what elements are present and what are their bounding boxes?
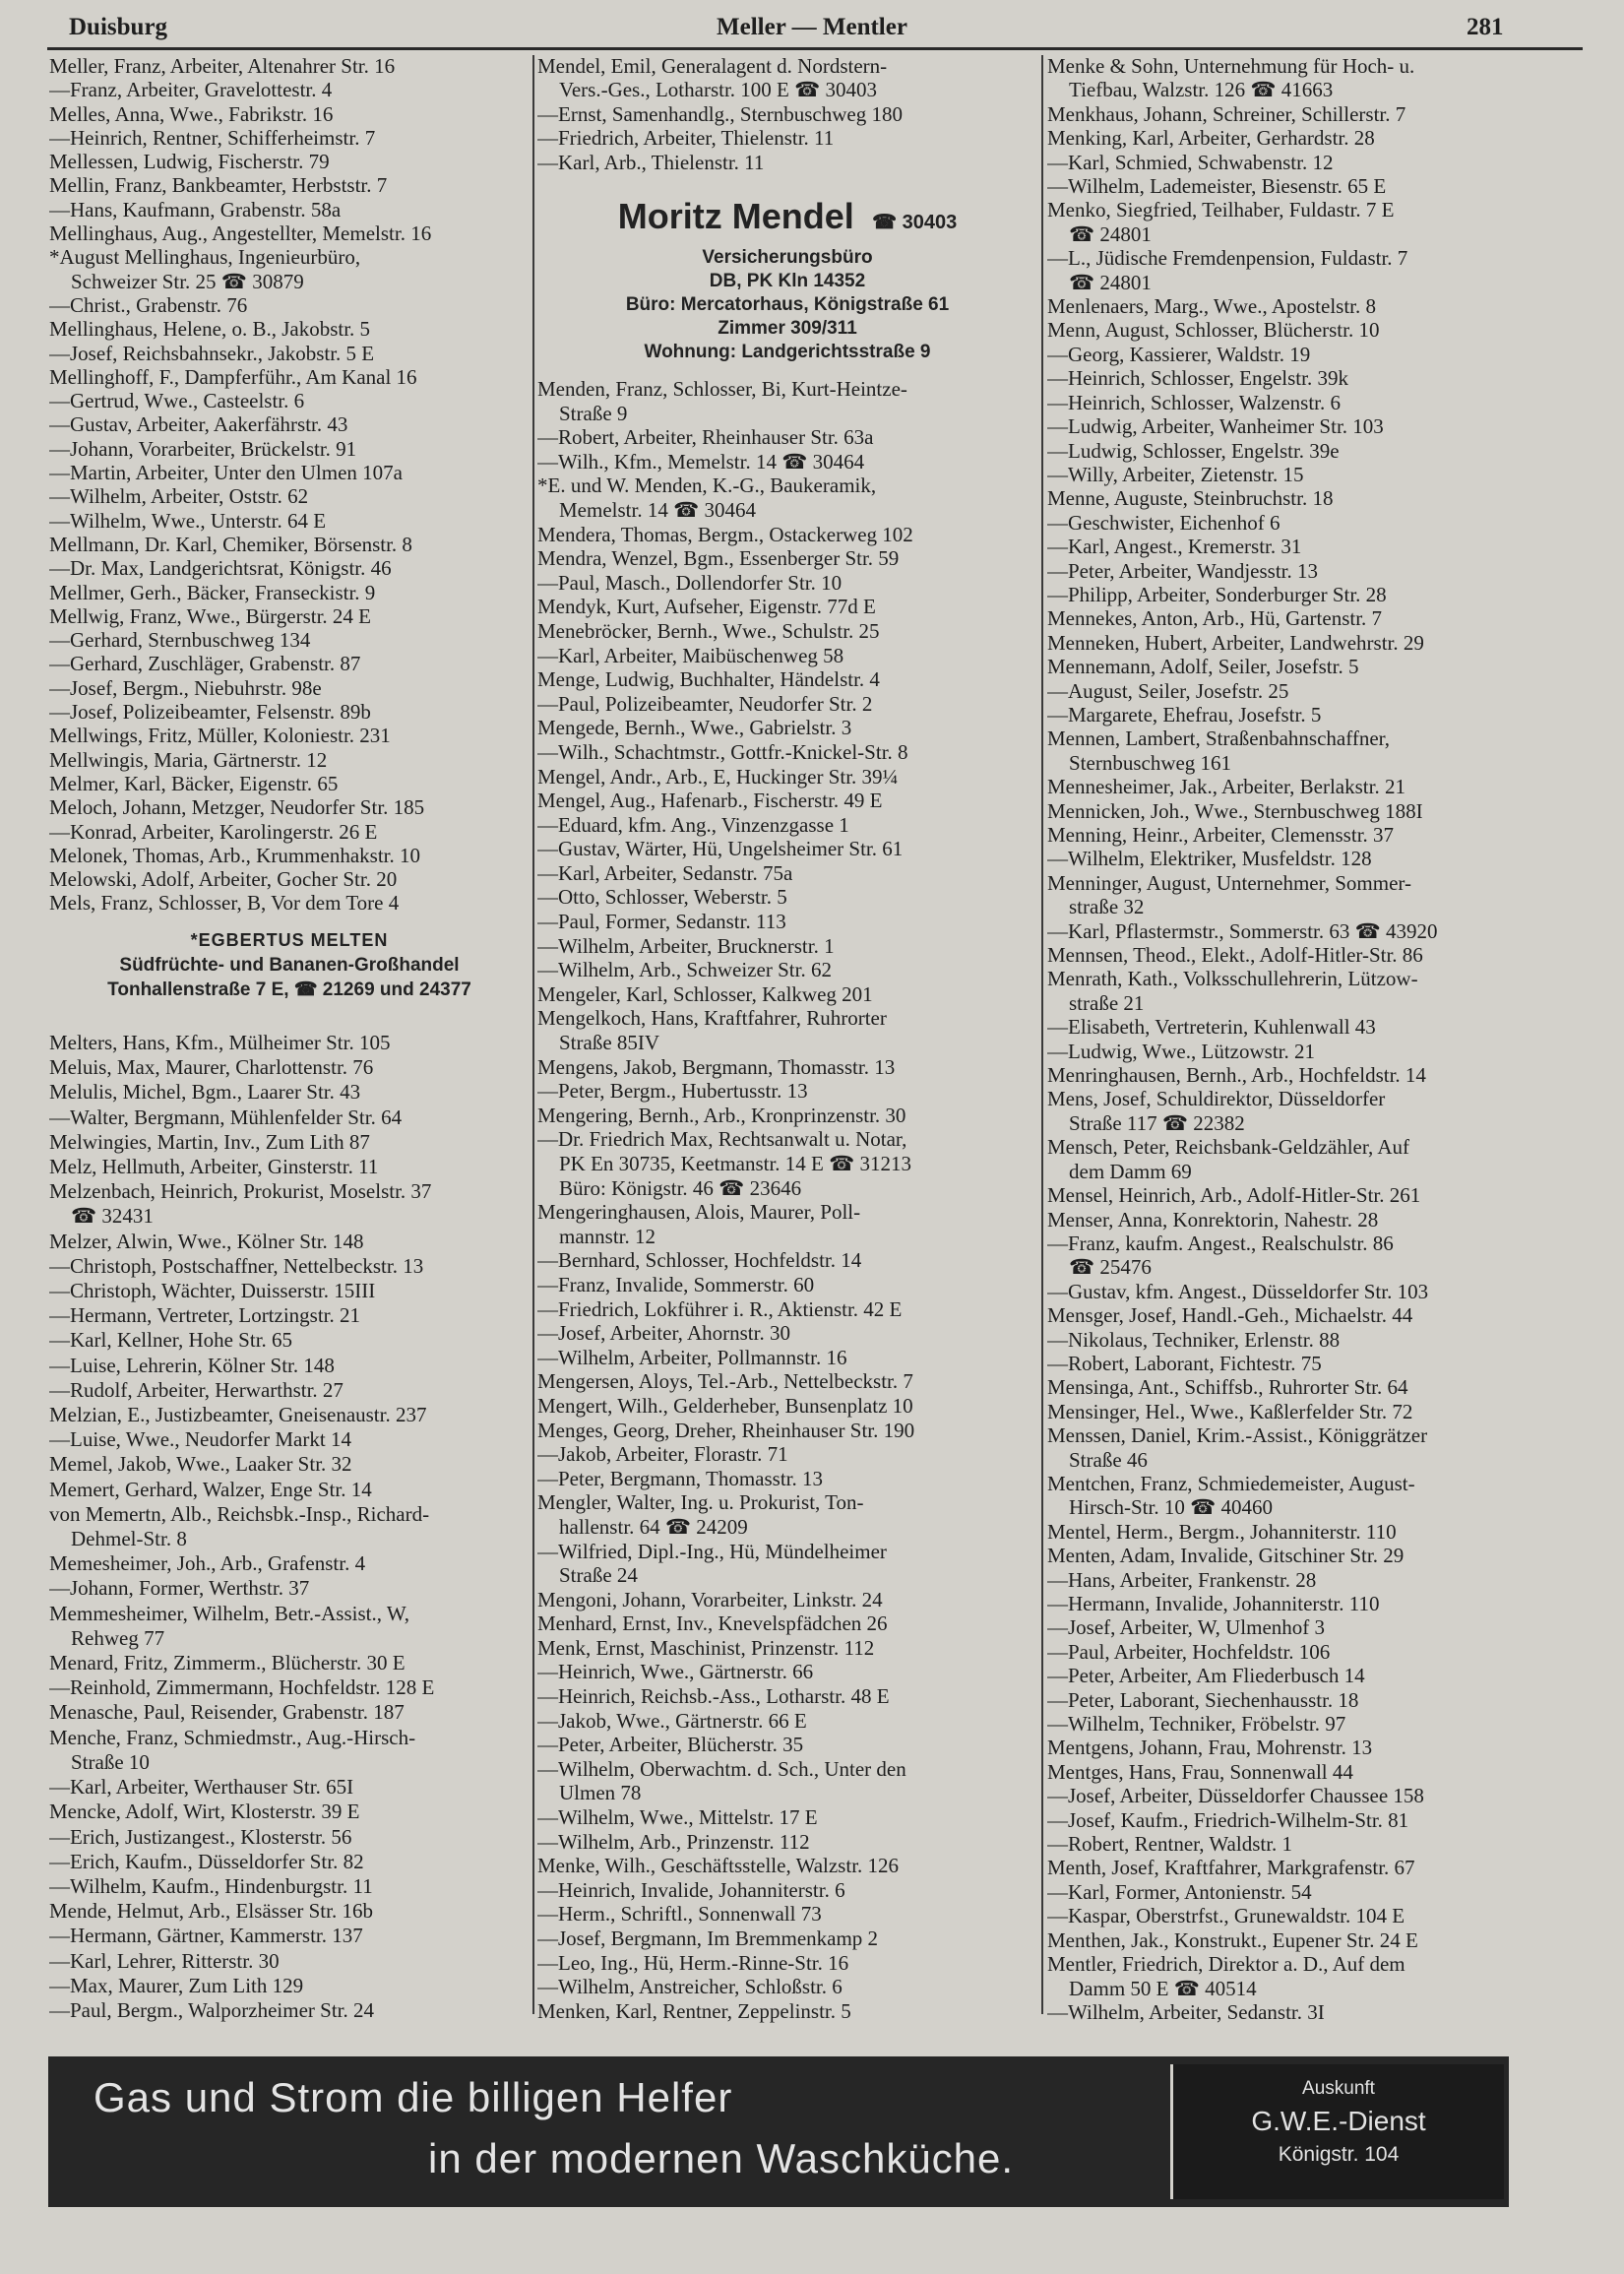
bottom-advert-banner: [48, 2056, 1509, 2207]
directory-entry: Melters, Hans, Kfm., Mülheimer Str. 105: [49, 1031, 391, 1054]
directory-entry: Mentler, Friedrich, Direktor a. D., Auf dem: [1047, 1952, 1405, 1977]
directory-entry: —Martin, Arbeiter, Unter den Ulmen 107a: [49, 461, 403, 485]
directory-entry: Mellwig, Franz, Wwe., Bürgerstr. 24 E: [49, 603, 372, 628]
directory-entry: Mendel, Emil, Generalagent d. Nordstern-: [537, 54, 888, 78]
directory-entry: Mensinga, Ant., Schiffsb., Ruhrorter Str. 64: [1047, 1375, 1408, 1400]
middle-column-entries-b: [537, 377, 1037, 2023]
directory-entry: —Willy, Arbeiter, Zietenstr. 15: [1047, 462, 1304, 486]
directory-entry: —Wilfried, Dipl.-Ing., Hü, Mündelheimer: [537, 1539, 887, 1563]
banner-slogan-line1: Gas und Strom die billigen Helfer: [94, 2074, 733, 2120]
directory-entry: —Nikolaus, Techniker, Erlenstr. 88: [1047, 1327, 1341, 1352]
entry-continuation-line: Straße 46: [1069, 1447, 1148, 1472]
directory-entry: —Gustav, kfm. Angest., Düsseldorfer Str. 103: [1047, 1279, 1429, 1303]
directory-entry: Mendyk, Kurt, Aufseher, Eigenstr. 77d E: [537, 595, 876, 619]
directory-entry: Mellinghaus, Aug., Angestellter, Memelstr. 16: [49, 221, 432, 246]
column-divider: [532, 55, 534, 2014]
directory-entry: Mennesheimer, Jak., Arbeiter, Berlakstr. 21: [1047, 775, 1405, 799]
directory-entry: Menhard, Ernst, Inv., Knevelspfädchen 26: [537, 1611, 888, 1636]
directory-entry: —Wilhelm, Techniker, Fröbelstr. 97: [1047, 1712, 1346, 1737]
directory-entry: —Rudolf, Arbeiter, Herwarthstr. 27: [49, 1377, 344, 1402]
directory-entry: Mellinghaus, Helene, o. B., Jakobstr. 5: [49, 317, 371, 342]
directory-entry: —Erich, Justizangest., Klosterstr. 56: [49, 1824, 352, 1849]
entry-continuation-line: ☎ 24801: [1069, 270, 1152, 294]
directory-entry: —Friedrich, Lokführer i. R., Aktienstr. 42 E: [537, 1296, 903, 1321]
directory-entry: Mennicken, Joh., Wwe., Sternbuschweg 188I: [1047, 798, 1423, 823]
directory-entry: —Josef, Reichsbahnsekr., Jakobstr. 5 E: [49, 341, 375, 365]
advert-line: Zimmer 309/311: [718, 318, 857, 339]
directory-entry: Menneken, Hubert, Arbeiter, Landwehrstr. 29: [1047, 630, 1424, 655]
directory-entry: von Memertn, Alb., Reichsbk.-Insp., Richard-: [49, 1501, 430, 1526]
directory-entry: Menk, Ernst, Maschinist, Prinzenstr. 112: [537, 1635, 875, 1660]
directory-entry: —Josef, Arbeiter, W, Ulmenhof 3: [1047, 1615, 1326, 1640]
directory-entry: —Peter, Bergmann, Thomasstr. 13: [537, 1466, 824, 1490]
directory-entry: —Hermann, Invalide, Johanniterstr. 110: [1047, 1592, 1380, 1615]
directory-entry: Mels, Franz, Schlosser, B, Vor dem Tore 4: [49, 891, 400, 916]
directory-entry: —Konrad, Arbeiter, Karolingerstr. 26 E: [49, 819, 378, 844]
directory-entry: —Christoph, Wächter, Duisserstr. 15III: [49, 1279, 376, 1303]
directory-entry: Mennsen, Theod., Elekt., Adolf-Hitler-Str. 86: [1047, 943, 1423, 968]
directory-entry: —Wilhelm, Arb., Schweizer Str. 62: [537, 958, 832, 982]
directory-entry: —Jakob, Wwe., Gärtnerstr. 66 E: [537, 1708, 807, 1733]
directory-entry: Meluis, Max, Maurer, Charlottenstr. 76: [49, 1055, 374, 1080]
directory-entry: Mellessen, Ludwig, Fischerstr. 79: [49, 150, 330, 174]
directory-entry: —Robert, Laborant, Fichtestr. 75: [1047, 1351, 1322, 1375]
directory-entry: Memmesheimer, Wilhelm, Betr.-Assist., W,: [49, 1601, 409, 1625]
directory-entry: Mensger, Josef, Handl.-Geh., Michaelstr. 44: [1047, 1303, 1413, 1328]
directory-entry: —Karl, Former, Antonienstr. 54: [1047, 1879, 1312, 1904]
directory-entry: Mensel, Heinrich, Arb., Adolf-Hitler-Str. 261: [1047, 1183, 1421, 1208]
entry-continuation-line: Vers.-Ges., Lotharstr. 100 E ☎ 30403: [559, 78, 878, 102]
directory-entry: *E. und W. Menden, K.-G., Baukeramik,: [537, 474, 877, 498]
directory-entry: Mellinghoff, F., Dampferführ., Am Kanal 16: [49, 364, 417, 389]
entry-continuation-line: Tiefbau, Walzstr. 126 ☎ 41663: [1069, 78, 1334, 102]
directory-entry: —Geschwister, Eichenhof 6: [1047, 510, 1280, 535]
directory-entry: Menrath, Kath., Volksschullehrerin, Lützow-: [1047, 967, 1418, 991]
banner-slogan: [48, 2056, 1166, 2207]
entry-continuation-line: straße 21: [1069, 990, 1145, 1015]
entry-continuation-line: Büro: Königstr. 46 ☎ 23646: [559, 1175, 802, 1200]
directory-entry: Menn, August, Schlosser, Blücherstr. 10: [1047, 318, 1380, 343]
directory-entry: —August, Seiler, Josefstr. 25: [1047, 678, 1289, 703]
directory-entry: Menebröcker, Bernh., Wwe., Schulstr. 25: [537, 618, 880, 643]
directory-entry: —Wilhelm, Arbeiter, Pollmannstr. 16: [537, 1345, 847, 1369]
directory-entry: —Hans, Arbeiter, Frankenstr. 28: [1047, 1567, 1317, 1592]
directory-entry: Mengler, Walter, Ing. u. Prokurist, Ton-: [537, 1490, 864, 1515]
directory-entry: Menth, Josef, Kraftfahrer, Markgrafenstr. 67: [1047, 1856, 1415, 1880]
entry-continuation-line: Straße 85IV: [559, 1031, 660, 1055]
directory-entry: Mentges, Hans, Frau, Sonnenwall 44: [1047, 1759, 1353, 1784]
directory-entry: —Gustav, Wärter, Hü, Ungelsheimer Str. 61: [537, 837, 904, 861]
directory-entry: —Bernhard, Schlosser, Hochfeldstr. 14: [537, 1248, 862, 1273]
advert-line: Tonhallenstraße 7 E, ☎ 21269 und 24377: [107, 979, 471, 1000]
directory-entry: Mengoni, Johann, Vorarbeiter, Linkstr. 24: [537, 1587, 883, 1611]
directory-entry: —Heinrich, Reichsb.-Ass., Lotharstr. 48 E: [537, 1684, 890, 1709]
directory-entry: Mentchen, Franz, Schmiedemeister, August-: [1047, 1471, 1415, 1495]
directory-entry: Menden, Franz, Schlosser, Bi, Kurt-Heintze-: [537, 377, 907, 401]
directory-entry: Memert, Gerhard, Walzer, Enge Str. 14: [49, 1477, 372, 1501]
directory-entry: —Max, Maurer, Zum Lith 129: [49, 1973, 304, 1997]
directory-entry: —Franz, Arbeiter, Gravelottestr. 4: [49, 78, 333, 102]
header-rule: [47, 47, 1583, 50]
directory-entry: Mendra, Wenzel, Bgm., Essenberger Str. 59: [537, 546, 900, 571]
directory-entry: —Philipp, Arbeiter, Sonderburger Str. 28: [1047, 582, 1387, 606]
directory-entry: —Luise, Wwe., Neudorfer Markt 14: [49, 1427, 351, 1452]
directory-entry: Menges, Georg, Dreher, Rheinhauser Str. 190: [537, 1418, 915, 1442]
entry-continuation-line: Hirsch-Str. 10 ☎ 40460: [1069, 1495, 1273, 1520]
directory-entry: —Heinrich, Invalide, Johanniterstr. 6: [537, 1877, 845, 1902]
directory-entry: Menning, Heinr., Arbeiter, Clemensstr. 37: [1047, 823, 1395, 847]
directory-entry: —Paul, Former, Sedanstr. 113: [537, 910, 786, 934]
header-page-number: 281: [1467, 14, 1504, 40]
directory-entry: Mencke, Adolf, Wirt, Klosterstr. 39 E: [49, 1800, 360, 1824]
directory-entry: —Johann, Vorarbeiter, Brückelstr. 91: [49, 436, 357, 461]
directory-entry: —Wilhelm, Lademeister, Biesenstr. 65 E: [1047, 174, 1387, 199]
advert-name: *EGBERTUS MELTEN: [190, 930, 389, 950]
directory-entry: Mengel, Aug., Hafenarb., Fischerstr. 49 E: [537, 789, 883, 813]
directory-entry: Mennen, Lambert, Straßenbahnschaffner,: [1047, 726, 1391, 751]
directory-entry: —Paul, Polizeibeamter, Neudorfer Str. 2: [537, 691, 873, 716]
directory-entry: Mentgens, Johann, Frau, Mohrenstr. 13: [1047, 1736, 1373, 1760]
entry-continuation-line: ☎ 25476: [1069, 1255, 1152, 1280]
directory-entry: —Gertrud, Wwe., Casteelstr. 6: [49, 389, 305, 413]
directory-entry: —L., Jüdische Fremdenpension, Fuldastr. 7: [1047, 246, 1408, 271]
directory-entry: —Wilhelm, Arbeiter, Sedanstr. 3I: [1047, 1999, 1325, 2024]
directory-entry: —Friedrich, Arbeiter, Thielenstr. 11: [537, 126, 835, 151]
directory-entry: Menninger, August, Unternehmer, Sommer-: [1047, 870, 1411, 895]
directory-entry: —Walter, Bergmann, Mühlenfelder Str. 64: [49, 1105, 403, 1129]
directory-entry: Menken, Karl, Rentner, Zeppelinstr. 5: [537, 1998, 851, 2023]
directory-entry: —Heinrich, Schlosser, Walzenstr. 6: [1047, 390, 1342, 414]
directory-entry: Mensch, Peter, Reichsbank-Geldzähler, Auf: [1047, 1135, 1410, 1160]
directory-entry: Mengel, Andr., Arb., E, Huckinger Str. 39¼: [537, 764, 899, 789]
directory-entry: Menssen, Daniel, Krim.-Assist., Königgrätzer: [1047, 1423, 1428, 1448]
banner-info-box: [1170, 2064, 1504, 2199]
directory-entry: —Peter, Arbeiter, Wandjesstr. 13: [1047, 558, 1319, 583]
directory-entry: Mentel, Herm., Bergm., Johanniterstr. 110: [1047, 1519, 1397, 1544]
directory-entry: —Gerhard, Sternbuschweg 134: [49, 628, 311, 653]
directory-entry: —Margarete, Ehefrau, Josefstr. 5: [1047, 702, 1322, 726]
directory-entry: —Wilhelm, Wwe., Mittelstr. 17 E: [537, 1805, 818, 1830]
directory-entry: Menne, Auguste, Steinbruchstr. 18: [1047, 486, 1334, 511]
left-column-entries-b: [49, 1031, 530, 2023]
advert-phone: ☎ 30403: [872, 212, 958, 233]
directory-entry: —Josef, Bergm., Niebuhrstr. 98e: [49, 675, 322, 700]
directory-entry: —Josef, Bergmann, Im Bremmenkamp 2: [537, 1927, 879, 1950]
directory-entry: Menard, Fritz, Zimmerm., Blücherstr. 30 E: [49, 1651, 406, 1675]
entry-continuation-line: mannstr. 12: [559, 1224, 656, 1248]
directory-entry: Menthen, Jak., Konstrukt., Eupener Str. 24 E: [1047, 1927, 1418, 1952]
directory-entry: —Jakob, Arbeiter, Florastr. 71: [537, 1442, 788, 1467]
directory-entry: Melulis, Michel, Bgm., Laarer Str. 43: [49, 1080, 361, 1105]
advert-name: Moritz Mendel: [617, 196, 854, 236]
directory-entry: —Josef, Arbeiter, Düsseldorfer Chaussee 158: [1047, 1784, 1424, 1808]
directory-entry: Mellwings, Fritz, Müller, Koloniestr. 231: [49, 724, 391, 748]
directory-entry: Meller, Franz, Arbeiter, Altenahrer Str. 16: [49, 54, 396, 78]
directory-entry: —Karl, Arbeiter, Maibüschenweg 58: [537, 643, 844, 667]
directory-entry: —Paul, Masch., Dollendorfer Str. 10: [537, 570, 843, 595]
directory-entry: —Karl, Angest., Kremerstr. 31: [1047, 535, 1302, 559]
directory-entry: Mengens, Jakob, Bergmann, Thomasstr. 13: [537, 1054, 896, 1079]
directory-entry: Mellmer, Gerh., Bäcker, Franseckistr. 9: [49, 580, 376, 604]
directory-entry: —Elisabeth, Vertreterin, Kuhlenwall 43: [1047, 1015, 1376, 1040]
advert-moritz-mendel: [537, 195, 1037, 364]
entry-continuation-line: ☎ 32431: [71, 1204, 154, 1229]
header-city: Duisburg: [69, 14, 168, 40]
directory-entry: —Hermann, Gärtner, Kammerstr. 137: [49, 1924, 363, 1948]
directory-entry: —Wilhelm, Arb., Prinzenstr. 112: [537, 1829, 810, 1854]
directory-entry: Melonek, Thomas, Arb., Krummenhakstr. 10: [49, 843, 420, 867]
directory-entry: Menasche, Paul, Reisender, Grabenstr. 187: [49, 1700, 405, 1725]
entry-continuation-line: PK En 30735, Keetmanstr. 14 E ☎ 31213: [559, 1152, 912, 1175]
directory-entry: —Dr. Friedrich Max, Rechtsanwalt u. Notar,: [537, 1127, 907, 1152]
directory-entry: —Wilh., Schachtmstr., Gottfr.-Knickel-Str. 8: [537, 739, 908, 764]
directory-entry: —Wilh., Kfm., Memelstr. 14 ☎ 30464: [537, 449, 865, 474]
directory-entry: —Hans, Kaufmann, Grabenstr. 58a: [49, 197, 342, 221]
directory-entry: Mengert, Wilh., Gelderheber, Bunsenplatz 10: [537, 1393, 913, 1418]
advert-line: DB, PK Kln 14352: [709, 271, 866, 291]
entry-continuation-line: hallenstr. 64 ☎ 24209: [559, 1514, 748, 1539]
directory-entry: —Robert, Arbeiter, Rheinhauser Str. 63a: [537, 425, 874, 450]
directory-entry: Menge, Ludwig, Buchhalter, Händelstr. 4: [537, 667, 880, 692]
directory-entry: Mengeler, Karl, Schlosser, Kalkweg 201: [537, 981, 873, 1006]
directory-entry: —Wilhelm, Anstreicher, Schloßstr. 6: [537, 1975, 843, 1999]
header-range: Meller — Mentler: [717, 14, 907, 40]
directory-entry: —Heinrich, Wwe., Gärtnerstr. 66: [537, 1660, 814, 1684]
directory-entry: —Josef, Arbeiter, Ahornstr. 30: [537, 1321, 790, 1346]
directory-entry: Melmer, Karl, Bäcker, Eigenstr. 65: [49, 771, 339, 795]
directory-entry: —Wilhelm, Arbeiter, Oststr. 62: [49, 484, 309, 509]
directory-entry: —Dr. Max, Landgerichtsrat, Königstr. 46: [49, 556, 392, 581]
directory-entry: —Franz, Invalide, Sommerstr. 60: [537, 1272, 815, 1296]
directory-entry: —Karl, Arbeiter, Sedanstr. 75a: [537, 860, 793, 885]
banner-info-name: G.W.E.-Dienst: [1251, 2106, 1426, 2136]
directory-entry: —Karl, Schmied, Schwabenstr. 12: [1047, 150, 1334, 174]
directory-entry: —Wilhelm, Elektriker, Musfeldstr. 128: [1047, 847, 1372, 871]
directory-entry: —Wilhelm, Arbeiter, Brucknerstr. 1: [537, 933, 835, 958]
directory-entry: Menringhausen, Bernh., Arb., Hochfeldstr. 14: [1047, 1063, 1426, 1088]
directory-entry: Mende, Helmut, Arb., Elsässer Str. 16b: [49, 1899, 373, 1924]
entry-continuation-line: Straße 10: [71, 1749, 150, 1774]
directory-entry: Mellwingis, Maria, Gärtnerstr. 12: [49, 747, 328, 772]
directory-entry: Mensinger, Hel., Wwe., Kaßlerfelder Str. 72: [1047, 1399, 1413, 1423]
directory-entry: Menke & Sohn, Unternehmung für Hoch- u.: [1047, 54, 1415, 78]
directory-entry: —Franz, kaufm. Angest., Realschulstr. 86: [1047, 1231, 1394, 1255]
advert-line: Büro: Mercatorhaus, Königstraße 61: [625, 294, 950, 315]
advert-line: Südfrüchte- und Bananen-Großhandel: [119, 955, 460, 976]
directory-entry: —Paul, Arbeiter, Hochfeldstr. 106: [1047, 1639, 1331, 1664]
directory-entry: Mennekes, Anton, Arb., Hü, Gartenstr. 7: [1047, 606, 1383, 631]
right-column-entries: [1047, 54, 1581, 2024]
entry-continuation-line: Rehweg 77: [71, 1625, 165, 1650]
directory-entry: Meloch, Johann, Metzger, Neudorfer Str. 185: [49, 795, 425, 820]
directory-entry: —Hermann, Vertreter, Lortzingstr. 21: [49, 1303, 361, 1328]
directory-entry: —Ludwig, Wwe., Lützowstr. 21: [1047, 1039, 1315, 1063]
directory-entry: Menser, Anna, Konrektorin, Nahestr. 28: [1047, 1207, 1379, 1232]
directory-entry: —Luise, Lehrerin, Kölner Str. 148: [49, 1353, 335, 1377]
directory-entry: Mengede, Bernh., Wwe., Gabrielstr. 3: [537, 716, 852, 740]
advert-line: Versicherungsbüro: [702, 247, 873, 268]
directory-entry: —Peter, Arbeiter, Am Fliederbusch 14: [1047, 1664, 1365, 1688]
directory-entry: Menche, Franz, Schmiedmstr., Aug.-Hirsch-: [49, 1725, 416, 1749]
directory-entry: Memesheimer, Joh., Arb., Grafenstr. 4: [49, 1551, 366, 1576]
directory-entry: Menkhaus, Johann, Schreiner, Schillerstr. 7: [1047, 101, 1406, 126]
directory-entry: Mengeringhausen, Alois, Maurer, Poll-: [537, 1200, 861, 1225]
directory-entry: —Wilhelm, Kaufm., Hindenburgstr. 11: [49, 1873, 373, 1898]
directory-entry: —Christoph, Postschaffner, Nettelbeckstr. 13: [49, 1253, 424, 1278]
directory-entry: —Heinrich, Schlosser, Engelstr. 39k: [1047, 366, 1348, 391]
entry-continuation-line: dem Damm 69: [1069, 1159, 1192, 1183]
directory-entry: Melzer, Alwin, Wwe., Kölner Str. 148: [49, 1229, 364, 1253]
directory-entry: Melwingies, Martin, Inv., Zum Lith 87: [49, 1129, 370, 1154]
entry-continuation-line: Straße 9: [559, 401, 628, 425]
directory-entry: —Christ., Grabenstr. 76: [49, 292, 248, 317]
entry-continuation-line: Ulmen 78: [559, 1781, 642, 1805]
directory-entry: Melzenbach, Heinrich, Prokurist, Moselstr. 37: [49, 1179, 432, 1204]
directory-entry: Menko, Siegfried, Teilhaber, Fuldastr. 7 E: [1047, 198, 1395, 222]
column-divider: [1041, 55, 1043, 2014]
directory-entry: —Josef, Kaufm., Friedrich-Wilhelm-Str. 81: [1047, 1807, 1409, 1832]
directory-entry: —Georg, Kassierer, Waldstr. 19: [1047, 342, 1311, 366]
entry-continuation-line: Straße 117 ☎ 22382: [1069, 1110, 1245, 1135]
directory-entry: Mengering, Bernh., Arb., Kronprinzenstr. 30: [537, 1103, 906, 1127]
advert-line: Wohnung: Landgerichtsstraße 9: [644, 342, 931, 362]
entry-continuation-line: Straße 24: [559, 1563, 638, 1588]
directory-entry: —Gerhard, Zuschläger, Grabenstr. 87: [49, 652, 361, 676]
directory-entry: Mengersen, Aloys, Tel.-Arb., Nettelbeckstr. 7: [537, 1369, 913, 1394]
directory-entry: —Josef, Polizeibeamter, Felsenstr. 89b: [49, 700, 371, 725]
directory-entry: —Paul, Bergm., Walporzheimer Str. 24: [49, 1997, 374, 2022]
directory-entry: —Karl, Arb., Thielenstr. 11: [537, 150, 765, 174]
directory-entry: —Leo, Ing., Hü, Herm.-Rinne-Str. 16: [537, 1950, 849, 1975]
entry-continuation-line: Damm 50 E ☎ 40514: [1069, 1976, 1257, 2000]
directory-entry: Mellmann, Dr. Karl, Chemiker, Börsenstr. 8: [49, 532, 412, 556]
directory-entry: *August Mellinghaus, Ingenieurbüro,: [49, 245, 361, 270]
banner-info-label: Auskunft: [1302, 2078, 1375, 2099]
directory-entry: Mellin, Franz, Bankbeamter, Herbststr. 7: [49, 173, 388, 198]
directory-entry: Menten, Adam, Invalide, Gitschiner Str. 29: [1047, 1544, 1405, 1568]
directory-entry: —Eduard, kfm. Ang., Vinzenzgasse 1: [537, 812, 849, 837]
directory-entry: —Heinrich, Rentner, Schifferheimstr. 7: [49, 125, 376, 150]
directory-entry: —Otto, Schlosser, Weberstr. 5: [537, 885, 787, 910]
directory-entry: Mens, Josef, Schuldirektor, Düsseldorfer: [1047, 1087, 1386, 1111]
directory-entry: Mendera, Thomas, Bergm., Ostackerweg 102: [537, 522, 913, 546]
directory-entry: Melles, Anna, Wwe., Fabrikstr. 16: [49, 101, 334, 126]
left-column-entries-a: [49, 54, 530, 916]
directory-entry: Melzian, E., Justizbeamter, Gneisenaustr. 237: [49, 1403, 427, 1427]
directory-entry: —Karl, Arbeiter, Werthauser Str. 65I: [49, 1775, 354, 1800]
directory-entry: Melowski, Adolf, Arbeiter, Gocher Str. 20: [49, 867, 398, 892]
directory-entry: Menlenaers, Marg., Wwe., Apostelstr. 8: [1047, 294, 1377, 319]
directory-entry: —Reinhold, Zimmermann, Hochfeldstr. 128 E: [49, 1675, 435, 1700]
directory-entry: Melz, Hellmuth, Arbeiter, Ginsterstr. 11: [49, 1155, 379, 1179]
entry-continuation-line: Sternbuschweg 161: [1069, 750, 1232, 775]
entry-continuation-line: Schweizer Str. 25 ☎ 30879: [71, 269, 304, 293]
directory-entry: —Gustav, Arbeiter, Aakerfährstr. 43: [49, 412, 348, 437]
directory-entry: —Ernst, Samenhandlg., Sternbuschweg 180: [537, 101, 903, 126]
banner-info-address: Königstr. 104: [1278, 2143, 1400, 2166]
directory-entry: —Peter, Arbeiter, Blücherstr. 35: [537, 1733, 804, 1757]
directory-entry: —Karl, Pflastermstr., Sommerstr. 63 ☎ 43920: [1047, 918, 1438, 943]
directory-entry: —Herm., Schriftl., Sonnenwall 73: [537, 1902, 822, 1927]
directory-entry: —Wilhelm, Oberwachtm. d. Sch., Unter den: [537, 1756, 906, 1781]
advert-egbertus-melten: [49, 927, 530, 1002]
entry-continuation-line: ☎ 24801: [1069, 221, 1152, 246]
directory-entry: Memel, Jakob, Wwe., Laaker Str. 32: [49, 1452, 352, 1477]
banner-slogan-line2: in der modernen Waschküche.: [428, 2135, 1015, 2181]
directory-entry: —Ludwig, Arbeiter, Wanheimer Str. 103: [1047, 414, 1384, 439]
entry-continuation-line: Memelstr. 14 ☎ 30464: [559, 497, 756, 522]
directory-entry: Mennemann, Adolf, Seiler, Josefstr. 5: [1047, 655, 1359, 679]
directory-entry: Menking, Karl, Arbeiter, Gerhardstr. 28: [1047, 126, 1375, 151]
directory-entry: —Robert, Rentner, Waldstr. 1: [1047, 1832, 1293, 1857]
directory-entry: —Karl, Kellner, Hohe Str. 65: [49, 1328, 293, 1353]
directory-entry: Menke, Wilh., Geschäftsstelle, Walzstr. 126: [537, 1854, 900, 1878]
directory-entry: —Ludwig, Schlosser, Engelstr. 39e: [1047, 438, 1340, 463]
middle-column-entries-a: [537, 54, 1037, 174]
directory-entry: —Karl, Lehrer, Ritterstr. 30: [49, 1948, 280, 1973]
directory-entry: —Johann, Former, Werthstr. 37: [49, 1576, 310, 1601]
directory-entry: —Peter, Laborant, Siechenhausstr. 18: [1047, 1687, 1359, 1712]
directory-entry: —Wilhelm, Wwe., Unterstr. 64 E: [49, 508, 327, 533]
directory-entry: —Erich, Kaufm., Düsseldorfer Str. 82: [49, 1849, 364, 1873]
entry-continuation-line: straße 32: [1069, 895, 1145, 919]
directory-entry: —Kaspar, Oberstrfst., Grunewaldstr. 104 E: [1047, 1904, 1405, 1928]
directory-entry: —Peter, Bergm., Hubertusstr. 13: [537, 1079, 808, 1104]
directory-entry: Mengelkoch, Hans, Kraftfahrer, Ruhrorter: [537, 1006, 887, 1031]
entry-continuation-line: Dehmel-Str. 8: [71, 1527, 187, 1551]
